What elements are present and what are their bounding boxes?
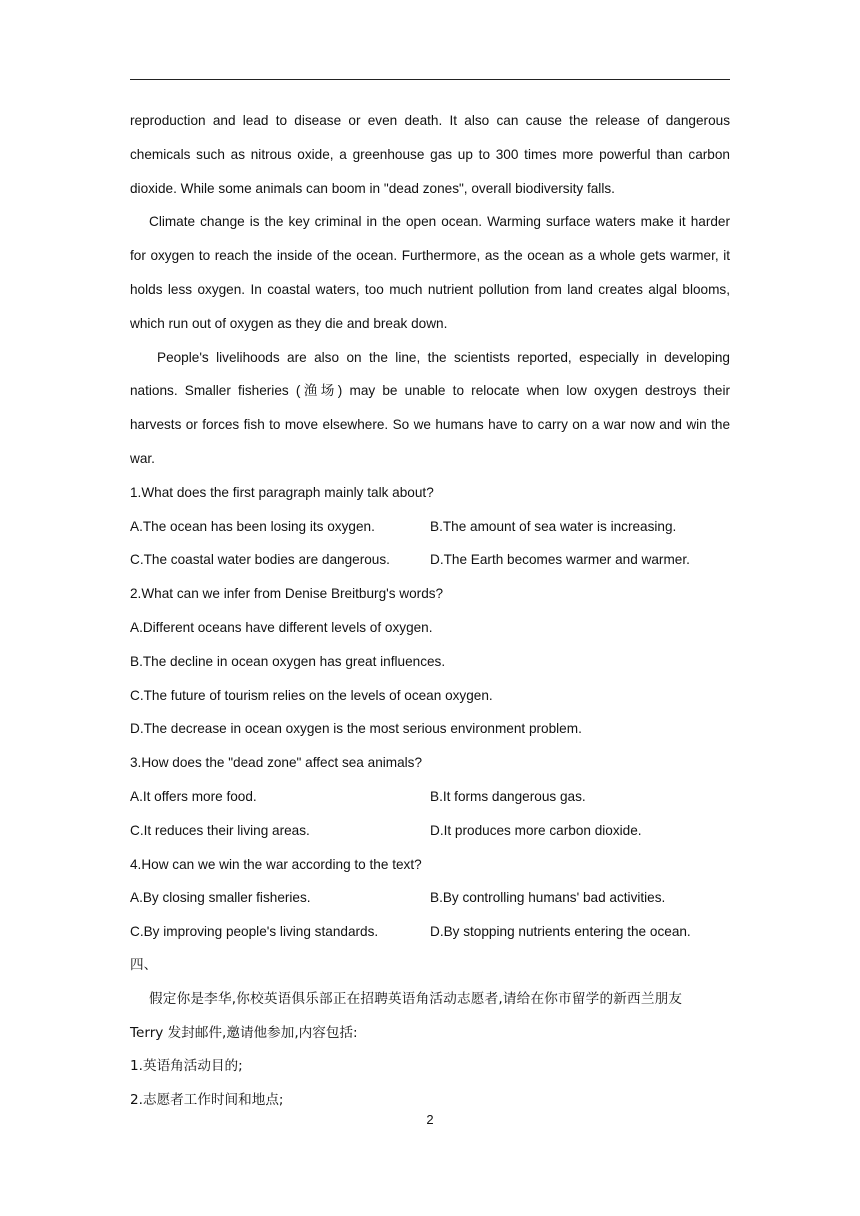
option-c: C.The future of tourism relies on the levels of ocean oxygen. (130, 687, 493, 703)
page-number: 2 (426, 1112, 434, 1127)
option-b: B.By controlling humans' bad activities. (430, 890, 666, 906)
question-stem-1: 1.What does the first paragraph mainly talk about? (130, 484, 434, 500)
passage-paragraph-continued (130, 104, 730, 205)
passage-line: Climate change is the key criminal in the open ocean. Warming surface waters make it harder (149, 214, 730, 230)
option-d: D.By stopping nutrients entering the ocean. (430, 924, 691, 940)
writing-prompt-line: 假定你是李华,你校英语俱乐部正在招聘英语角活动志愿者,请给在你市留学的新西兰朋友 (149, 990, 683, 1007)
passage-line: People's livelihoods are also on the line, the scientists reported, especially in developing (157, 349, 730, 365)
section-heading: 四、 (130, 956, 158, 973)
option-a: A.Different oceans have different levels of oxygen. (130, 619, 433, 635)
passage-paragraph-climate (130, 205, 730, 340)
question-1-options-row-2 (130, 543, 730, 577)
passage-line: chemicals such as nitrous oxide, a greenhouse gas up to 300 times more powerful than carbon (130, 146, 730, 162)
writing-prompt-line: Terry 发封邮件,邀请他参加,内容包括: (130, 1024, 358, 1041)
passage-line: war. (130, 450, 155, 466)
writing-requirement-2: 2.志愿者工作时间和地点; (130, 1092, 284, 1109)
passage-line: holds less oxygen. In coastal waters, too much nutrient pollution from land creates algal blooms, (130, 281, 730, 297)
option-c: C.It reduces their living areas. (130, 822, 310, 838)
option-a: A.It offers more food. (130, 788, 257, 804)
passage-line: reproduction and lead to disease or even death. It also can cause the release of dangerous (130, 113, 730, 128)
question-stem-2: 2.What can we infer from Denise Breitburg's words? (130, 586, 444, 602)
writing-requirement-1: 1.英语角活动目的; (130, 1058, 243, 1075)
option-b: B.The decline in ocean oxygen has great influences. (130, 653, 446, 669)
option-d: D.The Earth becomes warmer and warmer. (430, 552, 690, 568)
question-1-options-row-1 (130, 510, 730, 544)
passage-paragraph-livelihoods (130, 341, 730, 476)
option-a: A.By closing smaller fisheries. (130, 890, 311, 906)
header-rule (130, 79, 730, 80)
passage-line: nations. Smaller fisheries (渔场) may be unable to relocate when low oxygen destroys their (130, 383, 730, 399)
page-content (130, 104, 730, 1118)
passage-line: which run out of oxygen as they die and break down. (130, 315, 448, 331)
question-4-options-row-1 (130, 881, 730, 915)
option-a: A.The ocean has been losing its oxygen. (130, 518, 375, 534)
passage-line: for oxygen to reach the inside of the ocean. Furthermore, as the ocean as a whole gets warmer, it (130, 248, 730, 264)
option-d: D.It produces more carbon dioxide. (430, 822, 642, 838)
question-stem-4: 4.How can we win the war according to the text? (130, 856, 422, 872)
question-3-options-row-2 (130, 814, 730, 848)
passage-line: harvests or forces fish to move elsewhere. So we humans have to carry on a war now and win the (130, 417, 730, 433)
option-c: C.By improving people's living standards. (130, 924, 379, 940)
option-d: D.The decrease in ocean oxygen is the most serious environment problem. (130, 721, 582, 737)
option-c: C.The coastal water bodies are dangerous. (130, 552, 390, 568)
option-b: B.The amount of sea water is increasing. (430, 518, 677, 534)
passage-line: dioxide. While some animals can boom in "dead zones", overall biodiversity falls. (130, 180, 615, 196)
question-4-options-row-2 (130, 915, 730, 949)
question-stem-3: 3.How does the "dead zone" affect sea animals? (130, 755, 423, 771)
option-b: B.It forms dangerous gas. (430, 788, 586, 804)
question-3-options-row-1 (130, 780, 730, 814)
